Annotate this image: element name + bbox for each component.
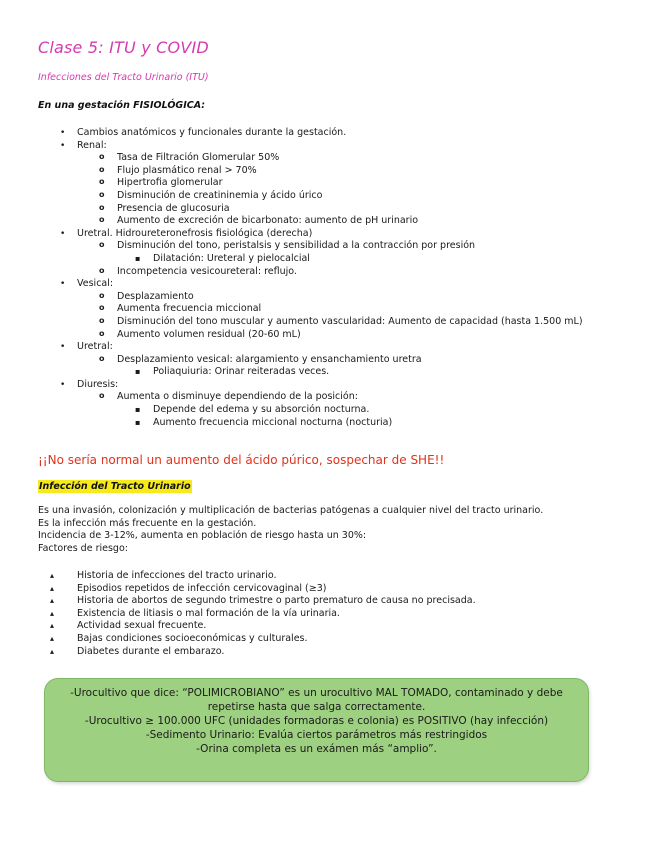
paragraph-line: Incidencia de 3-12%, aumenta en población de riesgo hasta un 30%:: [38, 530, 367, 542]
diuresis-detail-list: [117, 404, 630, 429]
list-item: o Incompetencia vesicoureteral: reflujo.: [99, 266, 630, 279]
itu-description: [38, 505, 628, 555]
list-item: ▴ Diabetes durante el embarazo.: [50, 646, 620, 659]
paragraph-line: Factores de riesgo:: [38, 542, 128, 554]
list-item: ▴ Bajas condiciones socioeconómicas y culturales.: [50, 633, 620, 646]
list-item-ureteral: [60, 228, 630, 278]
list-item-renal: [60, 140, 630, 228]
list-item-vesical: [60, 278, 630, 341]
alert-text: ¡¡No sería normal un aumento del ácido púrico, sospechar de SHE!!: [38, 453, 445, 467]
physiology-list: [60, 127, 630, 429]
list-item: o Disminución del tono muscular y aumento vascularidad: Aumento de capacidad (hasta 1.500 mL): [99, 316, 630, 329]
list-item-text: Aumenta o disminuye dependiendo de la posición:: [117, 391, 358, 403]
list-item-text: Disminución del tono, peristalsis y sensibilidad a la contracción por presión: [117, 240, 476, 252]
list-item: o Presencia de glucosuria: [99, 203, 630, 216]
note-line: -Urocultivo ≥ 100.000 UFC (unidades formadoras e colonia) es POSITIVO (hay infección): [84, 715, 549, 727]
list-item: o Disminución de creatininemia y ácido úrico: [99, 190, 630, 203]
page-subtitle: Infecciones del Tracto Urinario (ITU): [38, 72, 209, 83]
list-item: [99, 354, 630, 379]
list-item: ▪ Depende del edema y su absorción nocturna.: [135, 404, 630, 417]
risk-factors-list: [50, 570, 620, 658]
list-item: ▴ Historia de infecciones del tracto urinario.: [50, 570, 620, 583]
note-box: [44, 678, 589, 782]
list-item-urethral: [60, 341, 630, 379]
list-item-text: Cambios anatómicos y funcionales durante la gestación.: [77, 127, 347, 138]
list-item: o Desplazamiento: [99, 291, 630, 304]
section-heading-physiology: En una gestación FISIOLÓGICA:: [38, 100, 206, 111]
page-title: Clase 5: ITU y COVID: [38, 38, 209, 57]
list-item: ▴ Existencia de litiasis o mal formación de la vía urinaria.: [50, 608, 620, 621]
ureteral-detail-list: [117, 253, 630, 266]
list-item: [60, 127, 630, 140]
paragraph-line: Es una invasión, colonización y multiplicación de bacterias patógenas a cualquier nivel del tracto urinario.: [38, 505, 544, 516]
list-item-text: Vesical:: [77, 278, 114, 290]
list-item-text: Diuresis:: [77, 378, 119, 390]
urethral-sublist: [77, 354, 630, 379]
list-item: o Tasa de Filtración Glomerular 50%: [99, 152, 630, 165]
section-heading-itu: Infección del Tracto Urinario: [39, 481, 191, 492]
vesical-sublist: [77, 291, 630, 341]
list-item-text: Uretral:: [77, 341, 113, 353]
list-item-diuresis: [60, 379, 630, 429]
note-line: -Urocultivo que dice: “POLIMICROBIANO” es un urocultivo MAL TOMADO, contaminado y debe repetirse hasta que salga correctamente.: [70, 687, 563, 713]
list-item: [99, 391, 630, 429]
list-item-text: Desplazamiento vesical: alargamiento y ensanchamiento uretra: [117, 353, 422, 365]
list-item: o Hipertrofia glomerular: [99, 177, 630, 190]
list-item: ▴ Historia de abortos de segundo trimestre o parto prematuro de causa no precisada.: [50, 595, 620, 608]
list-item: o Aumento de excreción de bicarbonato: aumento de pH urinario: [99, 215, 630, 228]
list-item-text: Uretral. Hidroureteronefrosis fisiológica (derecha): [77, 227, 313, 239]
urethral-detail-list: [117, 366, 630, 379]
paragraph-line: Es la infección más frecuente en la gestación.: [38, 517, 257, 529]
ureteral-sublist: [77, 240, 630, 278]
diuresis-sublist: [77, 391, 630, 429]
list-item: ▴ Actividad sexual frecuente.: [50, 620, 620, 633]
note-line: -Sedimento Urinario: Evalúa ciertos parámetros más restringidos: [145, 729, 488, 741]
list-item: o Flujo plasmático renal > 70%: [99, 165, 630, 178]
list-item-text: Renal:: [77, 139, 107, 151]
note-line: -Orina completa es un exámen más “amplio”.: [196, 743, 437, 755]
list-item: [99, 240, 630, 265]
list-item: ▴ Episodios repetidos de infección cervicovaginal (≥3): [50, 583, 620, 596]
list-item: ▪ Aumento frecuencia miccional nocturna (nocturia): [135, 417, 630, 430]
list-item: ▪ Poliaquiuria: Orinar reiteradas veces.: [135, 366, 630, 379]
renal-sublist: [77, 152, 630, 228]
list-item: ▪ Dilatación: Ureteral y pielocalcial: [135, 253, 630, 266]
list-item: o Aumento volumen residual (20-60 mL): [99, 329, 630, 342]
list-item: o Aumenta frecuencia miccional: [99, 303, 630, 316]
